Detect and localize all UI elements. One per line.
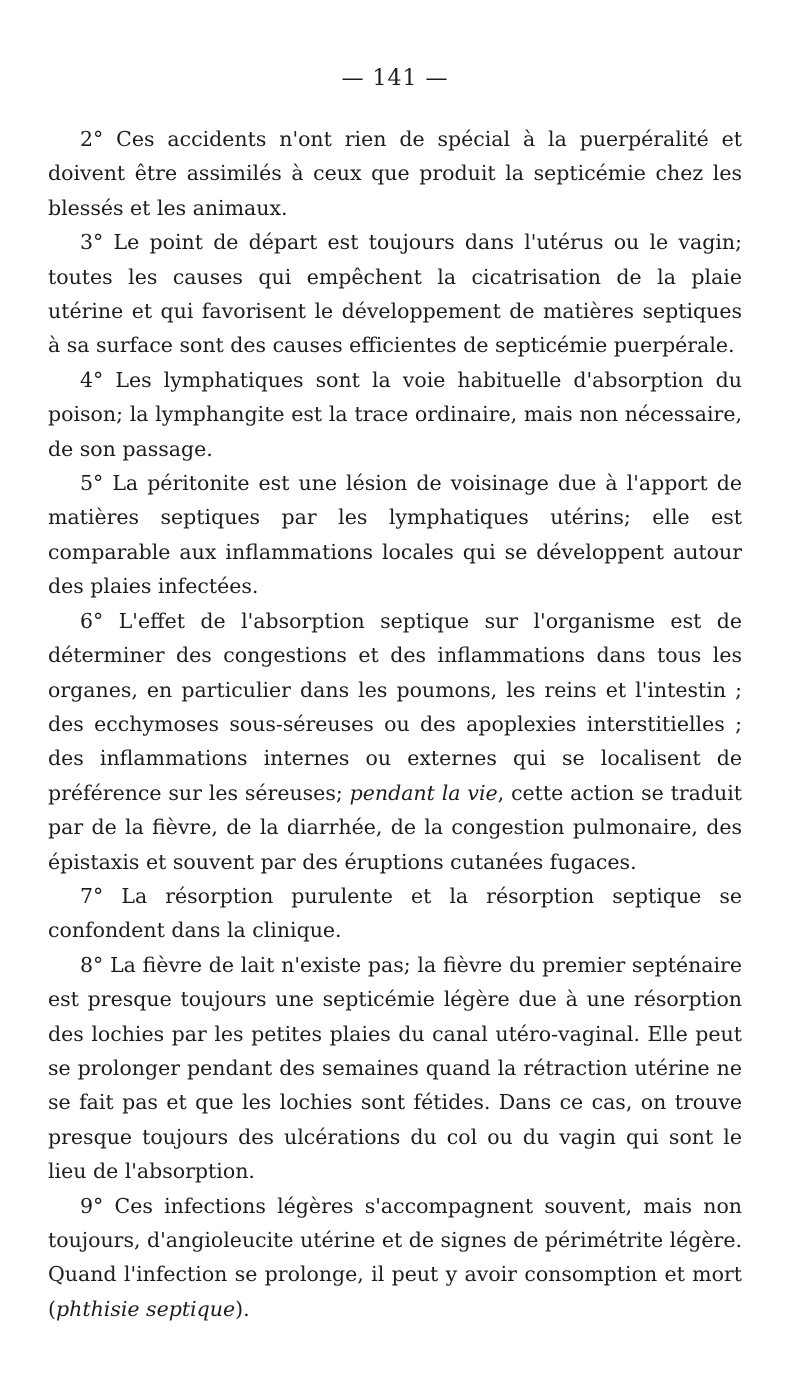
paragraph-8: 8° La fièvre de lait n'existe pas; la fièvre du premier septénaire est presque toujours une septicémie légère due à une résorption des lochies par les petites plaies du canal utéro-vaginal. Elle peut se prolonger pendant des semaines quand la rétraction utérine ne se fait pas et que les lochies sont fétides. Dans ce cas, on trouve presque toujours des ulcérations du col ou du vagin qui sont le lieu de l'absorption. <box>48 952 742 1184</box>
paragraph-3: 3° Le point de départ est toujours dans l'utérus ou le vagin; toutes les causes qui empêchent la cicatrisation de la plaie utérine et qui favorisent le développement de matières septiques à sa surface sont des causes efficientes de septicémie puerpérale. <box>48 230 742 358</box>
paragraph-7: 7° La résorption purulente et la résorption septique se confondent dans la clinique. <box>48 883 742 943</box>
paragraph-4: 4° Les lymphatiques sont la voie habituelle d'absorption du poison; la lymphangite est la trace ordinaire, mais non nécessaire, de son passage. <box>48 367 742 461</box>
paragraph-9 <box>48 1189 742 1327</box>
page-number: — 141 — <box>341 66 449 91</box>
paragraph-2: 2° Ces accidents n'ont rien de spécial à la puerpéralité et doivent être assimilés à ceux que produit la septicémie chez les blessés et les animaux. <box>48 127 742 220</box>
paragraph-6-italic: pendant la vie <box>349 780 498 805</box>
paragraph-9-text-before: 9° Ces infections légères s'accompagnent souvent, mais non toujours, d'angioleucite utérine et de signes de périmétrite légère. Quand l'infection se prolonge, il peut y avoir consomption et mort ( <box>48 1193 742 1321</box>
paragraph-6 <box>48 604 742 879</box>
body-text <box>48 122 742 1326</box>
paragraph-6-text-after: , cette action se traduit par de la fièvre, de la diarrhée, de la congestion pulmonaire, des épistaxis et souvent par des éruptions cutanées fugaces. <box>48 780 742 874</box>
paragraph-9-italic: phthisie septique <box>56 1296 236 1321</box>
paragraph-9-text-after: ). <box>235 1296 250 1321</box>
paragraph-6-text-before: 6° L'effet de l'absorption septique sur l'organisme est de déterminer des congestions et des inflammations dans tous les organes, en particulier dans les poumons, les reins et l'intestin ; des ecchymoses sous-séreuses ou des apoplexies interstitielles ; des inflammations internes ou externes qui se localisent de préférence sur les séreuses; <box>48 608 742 805</box>
paragraph-5: 5° La péritonite est une lésion de voisinage due à l'apport de matières septiques par les lymphatiques utérins; elle est comparable aux inflammations locales qui se développent autour des plaies infectées. <box>48 471 742 599</box>
